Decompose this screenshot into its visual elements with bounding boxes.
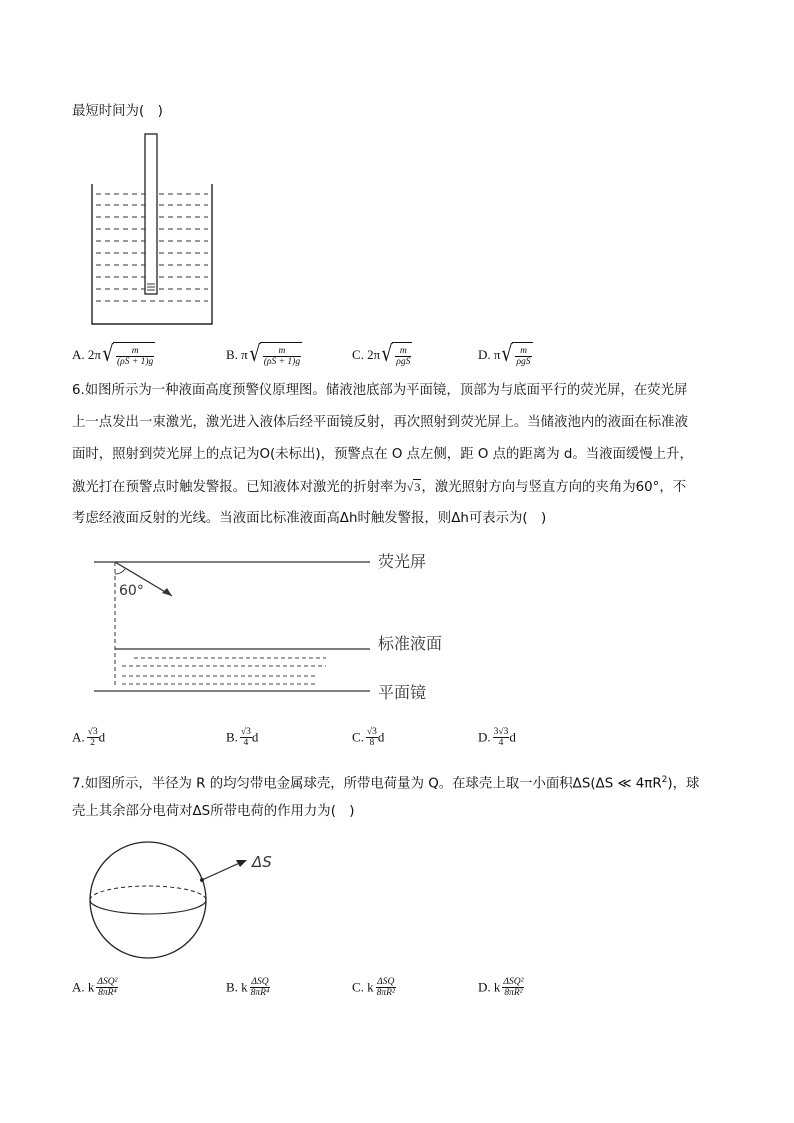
- q6-line-1: 6.如图所示为一种液面高度预警仪原理图。储液池底部为平面镜，顶部为与底面平行的荧光屏，在荧光屏: [72, 383, 688, 398]
- angle-arc: [115, 569, 125, 574]
- q7-line-1: 7.如图所示，半径为 R 的均匀带电金属球壳，所带电荷量为 Q。在球壳上取一小面积ΔS(ΔS ≪ $4\pi R^2$)，球: [72, 775, 700, 792]
- q6-option-c[interactable]: C. $\frac{√3}{8}$ d: [352, 727, 385, 748]
- q5-option-d[interactable]: D. π √ $\frac{m}{\text{ρgS}}$: [478, 342, 531, 367]
- test-tube: [145, 134, 157, 294]
- ds-arrow-line: [202, 861, 244, 880]
- angle-label: 60°: [119, 583, 144, 599]
- q6-line-5: 考虑经液面反射的光线。当液面比标准液面高Δh时触发警报，则Δh可表示为( ): [72, 511, 547, 526]
- q5-figure-container-with-tube: [88, 130, 220, 328]
- q5-option-b[interactable]: B. π √ $\frac{m}{(\rho S + 1)g}$: [226, 342, 301, 367]
- q7-option-a[interactable]: A. k $\frac{\text{ΔSQ²}}{\text{8πR⁴}}$: [72, 977, 118, 998]
- q7-option-d[interactable]: D. k $\frac{\text{ΔSQ²}}{\text{8πR²}}$: [478, 977, 524, 998]
- screen-label: 荧光屏: [378, 552, 427, 571]
- q6-line-4: 激光打在预警点时触发警报。已知液体对激光的折射率为√3，激光照射方向与竖直方向的夹角为60°，不: [72, 480, 687, 495]
- laser-arrow-head: [162, 588, 172, 596]
- q6-option-b[interactable]: B. $\frac{√3}{4}$ d: [226, 727, 259, 748]
- q7-option-c[interactable]: C. k $\frac{\text{ΔSQ}}{\text{8πR²}}$: [352, 977, 395, 998]
- liquid-dashes: [122, 658, 326, 684]
- equator-back: [90, 886, 206, 900]
- q6-figure-liquid-alarm: [88, 548, 468, 708]
- q6-option-a[interactable]: A. $\frac{√3}{2}$ d: [72, 727, 106, 748]
- q5-option-a[interactable]: A. 2π √ $\frac{m}{(\rho S + 1)g}$: [72, 342, 154, 367]
- q5-stem-tail: 最短时间为( ): [72, 104, 163, 119]
- q6-line-2: 上一点发出一束激光，激光进入液体后经平面镜反射，再次照射到荧光屏上。当储液池内的液面在标准液: [72, 415, 688, 430]
- q6-line-3: 面时，照射到荧光屏上的点记为O(未标出)，预警点在 O 点左侧，距 O 点的距离为 d。当液面缓慢上升，: [72, 447, 693, 462]
- ds-label: ΔS: [252, 853, 272, 871]
- equator-front: [90, 900, 206, 914]
- q5-option-c[interactable]: C. 2π √ $\frac{m}{\text{ρgS}}$: [352, 342, 411, 367]
- q7-line-2: 壳上其余部分电荷对ΔS所带电荷的作用力为( ): [72, 804, 355, 819]
- mirror-label: 平面镜: [378, 683, 427, 702]
- liquid-label: 标准液面: [378, 634, 443, 653]
- q7-figure-charged-sphere: [84, 836, 284, 972]
- sphere-outline: [90, 842, 206, 958]
- q6-option-d[interactable]: D. $\frac{3√3}{4}$ d: [478, 727, 516, 748]
- q7-option-b[interactable]: B. k $\frac{\text{ΔSQ}}{\text{8πR⁴}}$: [226, 977, 270, 998]
